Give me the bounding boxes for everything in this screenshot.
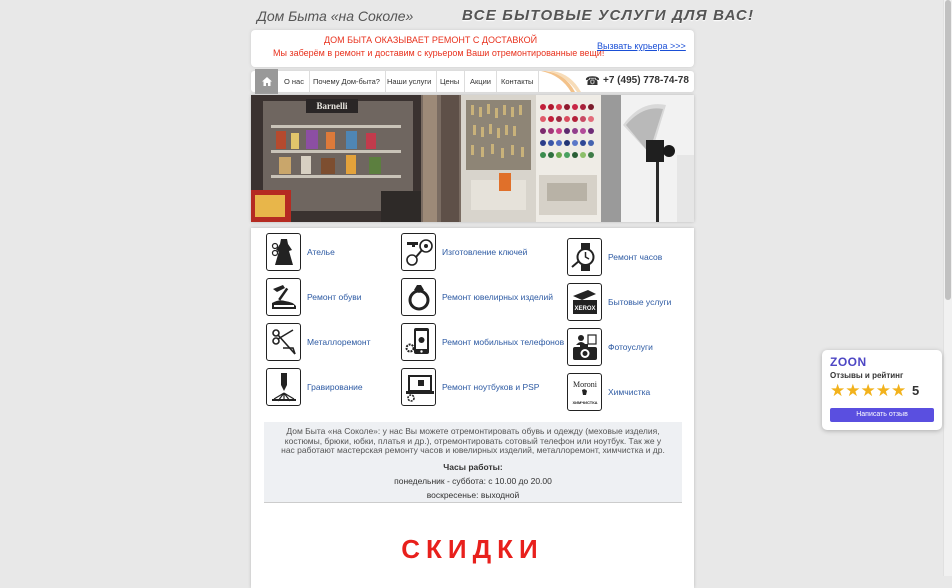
nav-item-contacts[interactable]: Контакты xyxy=(496,71,539,92)
telephone-icon: ☎ xyxy=(585,74,600,88)
service-label: Бытовые услуги xyxy=(608,297,672,307)
star-icon: ★ xyxy=(860,381,876,400)
service-label: Металлоремонт xyxy=(307,337,371,347)
header-slogan: ВСЕ БЫТОВЫЕ УСЛУГИ ДЛЯ ВАС! xyxy=(462,7,755,24)
nav-item-promotions[interactable]: Акции xyxy=(465,71,497,92)
scissors-icon xyxy=(266,323,301,361)
service-household[interactable] xyxy=(567,283,671,321)
write-review-button[interactable]: Написать отзыв xyxy=(830,408,934,422)
service-label: Изготовление ключей xyxy=(442,247,528,257)
service-label: Ремонт обуви xyxy=(307,292,362,302)
drycleaning-icon xyxy=(567,373,602,411)
about-section xyxy=(264,422,682,503)
xerox-label: XEROX xyxy=(573,306,596,312)
service-key-making[interactable] xyxy=(401,233,527,271)
sale-heading: СКИДКИ xyxy=(401,534,544,564)
xerox-icon xyxy=(567,283,602,321)
service-label: Ремонт ювелирных изделий xyxy=(442,292,553,302)
page-scrollbar[interactable] xyxy=(943,0,952,576)
service-phone-repair[interactable] xyxy=(401,323,564,361)
star-icon: ★ xyxy=(845,381,861,400)
moroni-logo: Moroni xyxy=(572,380,597,389)
banner-brand-sign: Barnelli xyxy=(316,101,348,111)
shoe-hammer-icon xyxy=(266,278,301,316)
drycleaning-caption: ХИМЧИСТКА xyxy=(571,400,598,405)
nav-item-services[interactable]: Наши услуги xyxy=(382,71,437,92)
key-machine-icon xyxy=(401,233,436,271)
service-label: Гравирование xyxy=(307,382,363,392)
service-label: Ремонт часов xyxy=(608,252,663,262)
contact-phone[interactable]: +7 (495) 778-74-78 xyxy=(603,75,689,86)
service-atelier[interactable] xyxy=(266,233,335,271)
hours-sunday: воскресенье: выходной xyxy=(426,489,520,500)
site-name[interactable]: Дом Быта «на Соколе» xyxy=(257,8,414,24)
ring-icon xyxy=(401,278,436,316)
notice-text: Мы заберём в ремонт и доставим с курьером Ваши отремонтированные вещи! xyxy=(273,48,605,58)
service-watch-repair[interactable] xyxy=(567,238,662,276)
decorative-swoosh xyxy=(541,71,581,92)
service-photo[interactable] xyxy=(567,328,653,366)
star-icon: ★ xyxy=(891,381,907,400)
service-label: Химчистка xyxy=(608,387,651,397)
service-label: Фотоуслуги xyxy=(608,342,653,352)
nav-item-about[interactable]: О нас xyxy=(279,71,310,92)
banner-photo-collage xyxy=(251,95,694,222)
dress-icon xyxy=(266,233,301,271)
service-shoe-repair[interactable] xyxy=(266,278,361,316)
banner-collage xyxy=(251,95,694,222)
watch-icon xyxy=(567,238,602,276)
star-icon: ★ xyxy=(875,381,891,400)
scrollbar-thumb[interactable] xyxy=(945,0,951,300)
notice-headline: ДОМ БЫТА ОКАЗЫВАЕТ РЕМОНТ С ДОСТАВКОЙ xyxy=(324,35,538,45)
service-label: Ремонт ноутбуков и PSP xyxy=(442,382,540,392)
zoon-rating-widget[interactable] xyxy=(822,350,942,430)
main-content xyxy=(251,228,694,588)
delivery-notice xyxy=(251,30,694,67)
service-metal-repair[interactable] xyxy=(266,323,371,361)
phone-repair-icon xyxy=(401,323,436,361)
nav-item-prices[interactable]: Цены xyxy=(435,71,465,92)
call-courier-link[interactable]: Вызвать курьера >>> xyxy=(597,41,686,51)
rating-stars xyxy=(830,382,906,400)
service-jewelry-repair[interactable] xyxy=(401,278,553,316)
hours-title: Часы работы: xyxy=(443,461,503,472)
zoon-logo[interactable]: ZOON xyxy=(830,355,867,369)
home-icon xyxy=(262,77,272,86)
star-icon: ★ xyxy=(830,381,846,400)
rating-value: 5 xyxy=(912,383,920,398)
service-label: Ателье xyxy=(307,247,335,257)
main-nav xyxy=(251,71,694,92)
zoon-caption: Отзывы и рейтинг xyxy=(830,371,904,380)
service-dry-cleaning[interactable] xyxy=(567,373,650,411)
home-button[interactable] xyxy=(255,69,278,94)
about-description: Дом Быта «на Соколе»: у нас Вы можете отремонтировать обувь и одежду (меховые изделия, костюмы, брюки, юбки, платья и др.), отремонтировать сотовый телефон или ноутбук. Так же у нас работают мастерская ремонту часов и ювелирных изделий, металлоремонт, химчистка и др. xyxy=(281,426,665,455)
nav-item-why[interactable]: Почему Дом-быта? xyxy=(308,71,386,92)
laptop-icon xyxy=(401,368,436,406)
service-laptop-repair[interactable] xyxy=(401,368,539,406)
service-engraving[interactable] xyxy=(266,368,363,406)
service-label: Ремонт мобильных телефонов xyxy=(442,337,565,347)
camera-icon xyxy=(567,328,602,366)
engraving-icon xyxy=(266,368,301,406)
hours-weekdays: понедельник - суббота: с 10.00 до 20.00 xyxy=(394,475,552,486)
